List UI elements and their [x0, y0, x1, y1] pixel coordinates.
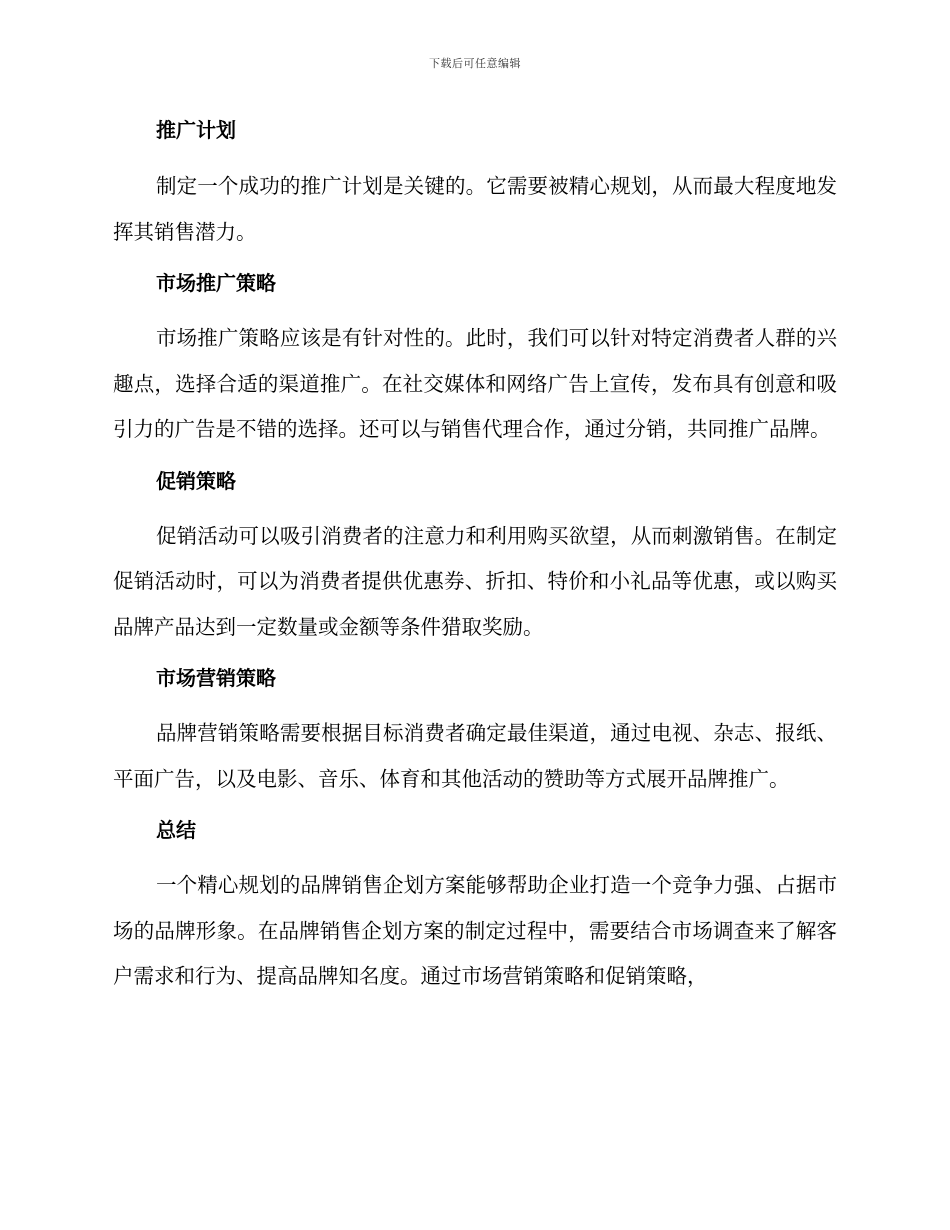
- section-heading-market-promotion-strategy: 市场推广策略: [156, 271, 276, 295]
- section-heading-sales-promotion-strategy: 促销策略: [156, 468, 236, 493]
- section-heading-promotion-plan: 推广计划: [156, 118, 236, 142]
- section-paragraph-summary: 一个精心规划的品牌销售企划方案能够帮助企业打造一个竞争力强、占据市场的品牌形象。在品牌销售企划方案的制定过程中，需要结合市场调查来了解客户需求和行为、提高品牌知名度。通过市场营销策略和促销策略，: [113, 873, 837, 988]
- document-body: [113, 112, 837, 1000]
- section-paragraph-marketing-strategy: 品牌营销策略需要根据目标消费者确定最佳渠道，通过电视、杂志、报纸、平面广告，以及电影、音乐、体育和其他活动的赞助等方式展开品牌推广。: [113, 721, 837, 791]
- section-paragraph-sales-promotion-strategy: 促销活动可以吸引消费者的注意力和利用购买欲望，从而刺激销售。在制定促销活动时，可以为消费者提供优惠券、折扣、特价和小礼品等优惠，或以购买品牌产品达到一定数量或金额等条件猎取奖励。: [113, 523, 837, 639]
- section-paragraph-market-promotion-strategy: 市场推广策略应该是有针对性的。此时，我们可以针对特定消费者人群的兴趣点，选择合适的渠道推广。在社交媒体和网络广告上宣传，发布具有创意和吸引力的广告是不错的选择。还可以与销售代理合作，通过分销，共同推广品牌。: [113, 326, 837, 441]
- section-paragraph-promotion-plan: 制定一个成功的推广计划是关键的。它需要被精心规划，从而最大程度地发挥其销售潜力。: [113, 174, 837, 244]
- header-note: 下载后可任意编辑: [429, 57, 521, 70]
- section-heading-summary: 总结: [156, 818, 196, 842]
- section-heading-marketing-strategy: 市场营销策略: [156, 666, 276, 690]
